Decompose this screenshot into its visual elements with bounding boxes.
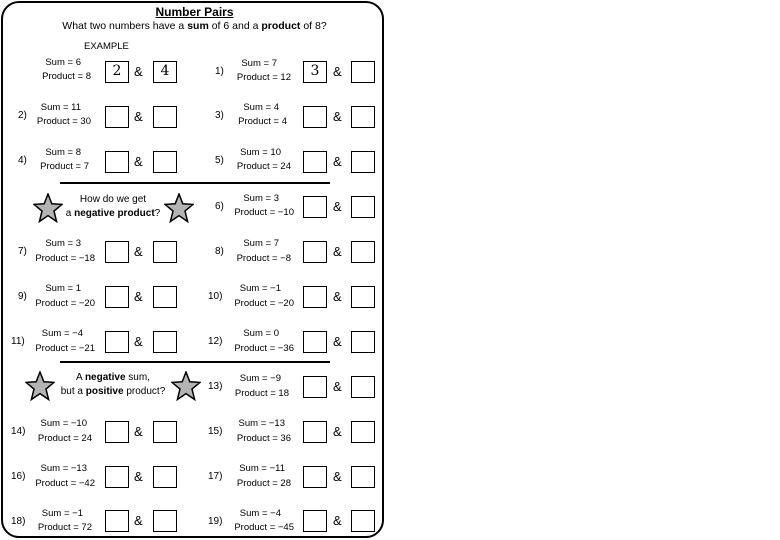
ampersand: & bbox=[333, 469, 342, 484]
question-product: Product = −20 bbox=[35, 298, 95, 309]
answer-box[interactable] bbox=[303, 106, 327, 128]
question-product: Product = 72 bbox=[37, 522, 92, 533]
question-sum: Sum = −4 bbox=[41, 328, 83, 339]
answer-box[interactable] bbox=[105, 331, 129, 353]
example-label: EXAMPLE bbox=[84, 41, 129, 52]
answer-box[interactable] bbox=[153, 421, 177, 443]
question-sum: Sum = −13 bbox=[40, 463, 87, 474]
negative-sum-prompt: A negative sum, but a positive product? bbox=[60, 372, 166, 397]
ampersand: & bbox=[333, 64, 342, 79]
ampersand: & bbox=[333, 513, 342, 528]
answer-box[interactable] bbox=[303, 510, 327, 532]
question-product: Product = 28 bbox=[236, 478, 291, 489]
question-product: Product = 18 bbox=[234, 388, 289, 399]
answer-box[interactable] bbox=[105, 151, 129, 173]
question-number: 2) bbox=[18, 110, 27, 121]
ampersand: & bbox=[333, 334, 342, 349]
question-sum: Sum = −1 bbox=[41, 508, 83, 519]
question-sum: Sum = 11 bbox=[40, 102, 81, 113]
answer-box[interactable] bbox=[303, 376, 327, 398]
question-product: Product = 4 bbox=[238, 116, 287, 127]
answer-box[interactable] bbox=[105, 286, 129, 308]
ampersand: & bbox=[134, 64, 143, 79]
question-sum: Sum = 7 bbox=[241, 58, 277, 69]
question-sum: Sum = 0 bbox=[243, 328, 279, 339]
answer-box[interactable] bbox=[351, 106, 375, 128]
question-number: 17) bbox=[208, 471, 223, 482]
question-number: 7) bbox=[18, 246, 27, 257]
star-icon bbox=[33, 193, 63, 223]
answer-box[interactable] bbox=[351, 241, 375, 263]
answer-box[interactable] bbox=[303, 421, 327, 443]
question-product: Product = −10 bbox=[234, 207, 294, 218]
answer-box[interactable] bbox=[105, 421, 129, 443]
example-answer-box[interactable]: 4 bbox=[153, 61, 177, 83]
answer-box[interactable] bbox=[105, 241, 129, 263]
answer-box[interactable] bbox=[303, 241, 327, 263]
question-sum: Sum = 3 bbox=[45, 238, 81, 249]
question-product: Product = 12 bbox=[236, 72, 291, 83]
question-product: Product = −36 bbox=[234, 343, 294, 354]
ampersand: & bbox=[134, 469, 143, 484]
answer-box[interactable] bbox=[351, 151, 375, 173]
answer-box[interactable] bbox=[153, 466, 177, 488]
question-number: 3) bbox=[215, 110, 224, 121]
answer-box[interactable] bbox=[351, 61, 375, 83]
question-number: 10) bbox=[208, 291, 223, 302]
ampersand: & bbox=[134, 289, 143, 304]
question-product: Product = 36 bbox=[236, 433, 291, 444]
ampersand: & bbox=[134, 109, 143, 124]
question-product: Product = 24 bbox=[37, 433, 92, 444]
ampersand: & bbox=[134, 334, 143, 349]
question-product: Product = 24 bbox=[236, 161, 291, 172]
question-product: Product = −21 bbox=[35, 343, 95, 354]
question-product: Product = 30 bbox=[36, 116, 91, 127]
answer-box[interactable] bbox=[153, 286, 177, 308]
negative-product-prompt: How do we get a negative product? bbox=[65, 194, 161, 219]
answer-box[interactable] bbox=[303, 331, 327, 353]
answer-box[interactable] bbox=[351, 466, 375, 488]
question-sum: Sum = 3 bbox=[243, 193, 279, 204]
answer-box[interactable] bbox=[303, 151, 327, 173]
star-icon bbox=[164, 193, 194, 223]
question-sum: Sum = −13 bbox=[238, 418, 285, 429]
question-sum: Sum = 10 bbox=[240, 147, 281, 158]
answer-box[interactable] bbox=[303, 286, 327, 308]
question-number: 16) bbox=[11, 471, 26, 482]
answer-box[interactable] bbox=[153, 106, 177, 128]
question-number: 6) bbox=[215, 201, 224, 212]
ampersand: & bbox=[333, 199, 342, 214]
question-product: Product = −18 bbox=[35, 253, 95, 264]
question-product: Product = 7 bbox=[40, 161, 89, 172]
answer-box[interactable] bbox=[351, 331, 375, 353]
answer-box[interactable]: 3 bbox=[303, 61, 327, 83]
question-sum: Sum = −4 bbox=[239, 508, 281, 519]
question-number: 9) bbox=[18, 291, 27, 302]
question-product: Product = −20 bbox=[234, 298, 294, 309]
example-answer-box[interactable]: 2 bbox=[105, 61, 129, 83]
section-divider-1 bbox=[60, 182, 330, 184]
answer-box[interactable] bbox=[153, 331, 177, 353]
example-product: Product = 8 bbox=[42, 71, 91, 82]
ampersand: & bbox=[333, 289, 342, 304]
worksheet-title: Number Pairs bbox=[155, 5, 234, 19]
ampersand: & bbox=[333, 379, 342, 394]
question-number: 18) bbox=[11, 516, 26, 527]
question-sum: Sum = −9 bbox=[239, 373, 281, 384]
answer-box[interactable] bbox=[351, 286, 375, 308]
question-product: Product = −8 bbox=[236, 253, 291, 264]
ampersand: & bbox=[333, 109, 342, 124]
ampersand: & bbox=[333, 424, 342, 439]
question-number: 1) bbox=[215, 66, 224, 77]
question-number: 13) bbox=[208, 381, 223, 392]
question-sum: Sum = 1 bbox=[45, 283, 81, 294]
worksheet bbox=[1, 1, 384, 538]
answer-box[interactable] bbox=[153, 510, 177, 532]
example-sum: Sum = 6 bbox=[45, 57, 81, 68]
ampersand: & bbox=[134, 513, 143, 528]
question-number: 14) bbox=[11, 426, 26, 437]
question-number: 11) bbox=[11, 336, 25, 347]
question-number: 4) bbox=[18, 155, 27, 166]
question-number: 15) bbox=[208, 426, 223, 437]
question-number: 19) bbox=[208, 516, 223, 527]
question-number: 12) bbox=[208, 336, 223, 347]
star-icon bbox=[171, 371, 201, 401]
ampersand: & bbox=[134, 424, 143, 439]
answer-box[interactable] bbox=[303, 196, 327, 218]
answer-box[interactable] bbox=[105, 106, 129, 128]
question-number: 8) bbox=[215, 246, 224, 257]
question-sum: Sum = 7 bbox=[243, 238, 279, 249]
answer-box[interactable] bbox=[303, 466, 327, 488]
ampersand: & bbox=[333, 244, 342, 259]
question-sum: Sum = −11 bbox=[239, 463, 285, 474]
question-sum: Sum = 8 bbox=[45, 147, 81, 158]
question-sum: Sum = −10 bbox=[40, 418, 87, 429]
ampersand: & bbox=[333, 154, 342, 169]
ampersand: & bbox=[134, 244, 143, 259]
question-sum: Sum = 4 bbox=[243, 102, 279, 113]
question-sum: Sum = −1 bbox=[239, 283, 281, 294]
answer-box[interactable] bbox=[105, 510, 129, 532]
question-product: Product = −45 bbox=[234, 522, 294, 533]
question-product: Product = −42 bbox=[35, 478, 95, 489]
question-number: 5) bbox=[215, 155, 224, 166]
answer-box[interactable] bbox=[351, 376, 375, 398]
answer-box[interactable] bbox=[351, 510, 375, 532]
answer-box[interactable] bbox=[153, 241, 177, 263]
ampersand: & bbox=[134, 154, 143, 169]
answer-box[interactable] bbox=[105, 466, 129, 488]
answer-box[interactable] bbox=[351, 421, 375, 443]
answer-box[interactable] bbox=[351, 196, 375, 218]
section-divider-2 bbox=[60, 361, 330, 363]
answer-box[interactable] bbox=[153, 151, 177, 173]
instructions: What two numbers have a sum of 6 and a product of 8? bbox=[62, 20, 327, 32]
